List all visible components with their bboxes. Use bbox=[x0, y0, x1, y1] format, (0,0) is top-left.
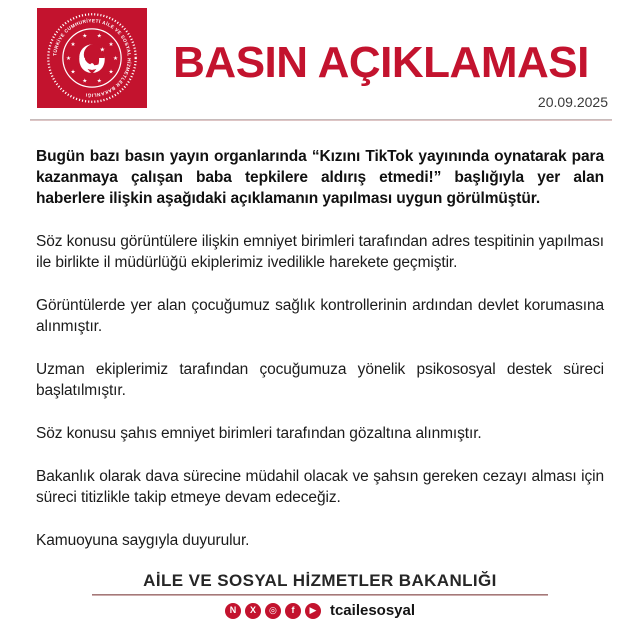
svg-text:★: ★ bbox=[108, 42, 114, 49]
instagram-icon[interactable]: ◎ bbox=[265, 603, 281, 619]
release-date: 20.09.2025 bbox=[537, 94, 608, 110]
footer-divider bbox=[92, 594, 548, 596]
social-row bbox=[0, 602, 640, 619]
paragraph-lead: Bugün bazı basın yayın organlarında “Kızını TikTok yayınında oynatarak para kazanmaya çalışan baba tepkilere aldırış etmedi!” başlığıyla yer alan haberlere ilişkin aşağıdaki açıklamanın yapılması uygun görülmüştür. bbox=[36, 148, 604, 207]
svg-text:★: ★ bbox=[112, 55, 119, 62]
svg-text:★: ★ bbox=[65, 55, 72, 62]
press-release-body bbox=[36, 146, 604, 573]
social-handle: tcailesosyal bbox=[329, 602, 416, 619]
svg-text:★: ★ bbox=[70, 69, 76, 76]
paragraph: Uzman ekiplerimiz tarafından çocuğumuza yönelik psikososyal destek süreci başlatılmıştır. bbox=[36, 361, 604, 399]
page-title: BASIN AÇIKLAMASI bbox=[173, 38, 589, 87]
ministry-emblem-icon bbox=[45, 11, 139, 105]
paragraph: Görüntülerde yer alan çocuğumuz sağlık kontrollerinin ardından devlet korumasına alınmıştır. bbox=[36, 297, 604, 335]
emblem-ring-text: TÜRKİYE CUMHURİYETİ AİLE VE SOSYAL HİZMETLER BAKANLIĞI bbox=[52, 18, 132, 98]
svg-text:★: ★ bbox=[108, 69, 114, 76]
header-divider bbox=[30, 119, 612, 121]
paragraph: Bakanlık olarak dava sürecine müdahil olacak ve şahsın gereken cezayı alması için süreci titizlikle takip etmeye devam edeceğiz. bbox=[36, 468, 604, 506]
nsosyal-icon[interactable]: N bbox=[225, 603, 241, 619]
footer bbox=[0, 571, 640, 619]
paragraph: Söz konusu görüntülere ilişkin emniyet birimleri tarafından adres tespitinin yapılması ile birlikte il müdürlüğü ekiplerimiz ivedilikle harekete geçmiştir. bbox=[36, 233, 604, 271]
svg-text:★: ★ bbox=[99, 46, 106, 54]
svg-text:★: ★ bbox=[70, 42, 76, 49]
svg-text:★: ★ bbox=[82, 78, 88, 85]
youtube-icon[interactable]: ▶ bbox=[305, 603, 321, 619]
svg-text:★: ★ bbox=[96, 33, 102, 40]
x-icon[interactable]: X bbox=[245, 603, 261, 619]
ministry-name: AİLE VE SOSYAL HİZMETLER BAKANLIĞI bbox=[143, 571, 497, 590]
paragraph-closing: Kamuoyuna saygıyla duyurulur. bbox=[36, 532, 250, 549]
ministry-logo bbox=[37, 8, 147, 108]
facebook-icon[interactable]: f bbox=[285, 603, 301, 619]
svg-text:★: ★ bbox=[82, 33, 88, 40]
paragraph: Söz konusu şahıs emniyet birimleri tarafından gözaltına alınmıştır. bbox=[36, 425, 482, 442]
svg-text:★: ★ bbox=[96, 78, 102, 85]
